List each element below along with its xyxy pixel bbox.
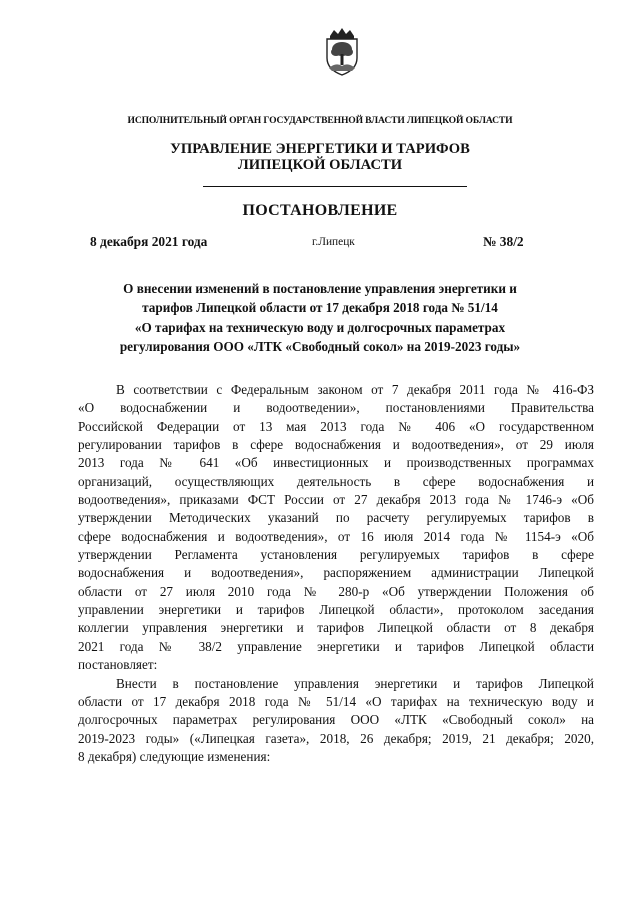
body-line: постановляет:	[78, 657, 158, 673]
body-line: В соответствии с Федеральным законом от 7 декабря 2011 года № 416-ФЗ	[116, 382, 594, 397]
document-body	[78, 381, 594, 766]
body-line: «О водоснабжении и водоотведении», постановлениями Правительства	[78, 400, 594, 416]
document-title	[60, 279, 580, 357]
body-line: области от 17 декабря 2018 года № 51/14 «О тарифах на техническую воду и	[78, 693, 594, 709]
issuing-authority-line: ИСПОЛНИТЕЛЬНЫЙ ОРГАН ГОСУДАРСТВЕННОЙ ВЛАСТИ ЛИПЕЦКОЙ ОБЛАСТИ	[127, 115, 513, 126]
body-line: организаций, осуществляющих деятельность в сфере водоснабжения и	[78, 473, 594, 489]
document-number: № 38/2	[483, 234, 524, 249]
title-line: «О тарифах на техническую воду и долгосрочных параметрах	[134, 319, 506, 335]
body-line: 2021 года № 38/2 управление энергетики и тарифов Липецкой области	[78, 638, 594, 654]
body-line: утверждении Регламента установления регулируемых тарифов в сфере	[78, 547, 594, 563]
body-line: 2019-2023 годы» («Липецкая газета», 2018, 26 декабря; 2019, 21 декабря; 2020,	[78, 730, 594, 746]
body-line: утверждении Методических указаний по расчету регулируемых тарифов в	[78, 510, 594, 526]
body-line: 8 декабря) следующие изменения:	[78, 748, 271, 764]
body-line: водоотведения», приказами ФСТ России от 27 декабря 2013 года № 1746-э «Об	[78, 492, 594, 508]
body-line: Внести в постановление управления энергетики и тарифов Липецкой	[116, 675, 594, 691]
body-line: коллегии управления энергетики и тарифов Липецкой области от 8 декабря	[78, 620, 594, 636]
document-city: г.Липецк	[312, 236, 355, 248]
department-name-line-2: ЛИПЕЦКОЙ ОБЛАСТИ	[237, 157, 403, 173]
document-type-heading: ПОСТАНОВЛЕНИЕ	[242, 202, 398, 219]
title-line: тарифов Липецкой области от 17 декабря 2018 года № 51/14	[142, 300, 498, 316]
body-line: долгосрочных параметрах регулирования ООО «ЛТК «Свободный сокол» на	[78, 712, 594, 728]
body-line: Российской Федерации от 13 мая 2013 года № 406 «О государственном	[78, 418, 594, 434]
coat-of-arms-emblem-icon	[322, 28, 362, 76]
department-name	[0, 141, 640, 173]
body-line: регулировании тарифов в сфере водоснабжения и водоотведения», от 29 июля	[78, 437, 594, 453]
document-date: 8 декабря 2021 года	[90, 234, 208, 249]
body-line: водоснабжения и водоотведения», распоряжением администрации Липецкой	[78, 565, 594, 581]
body-line: сфере водоснабжения и водоотведения», от 16 июля 2014 года № 1154-э «Об	[78, 528, 594, 544]
department-name-line-1: УПРАВЛЕНИЕ ЭНЕРГЕТИКИ И ТАРИФОВ	[170, 141, 470, 157]
header-divider	[203, 186, 467, 187]
title-line: О внесении изменений в постановление управления энергетики и	[123, 281, 517, 296]
body-line: области от 27 июля 2010 года № 280-р «Об утверждении Положения об	[78, 583, 594, 599]
body-line: 2013 года № 641 «Об инвестиционных и производственных программах	[78, 455, 594, 471]
title-line: регулирования ООО «ЛТК «Свободный сокол» на 2019-2023 годы»	[119, 339, 521, 355]
body-line: управлении энергетики и тарифов Липецкой области», протоколом заседания	[78, 602, 594, 618]
